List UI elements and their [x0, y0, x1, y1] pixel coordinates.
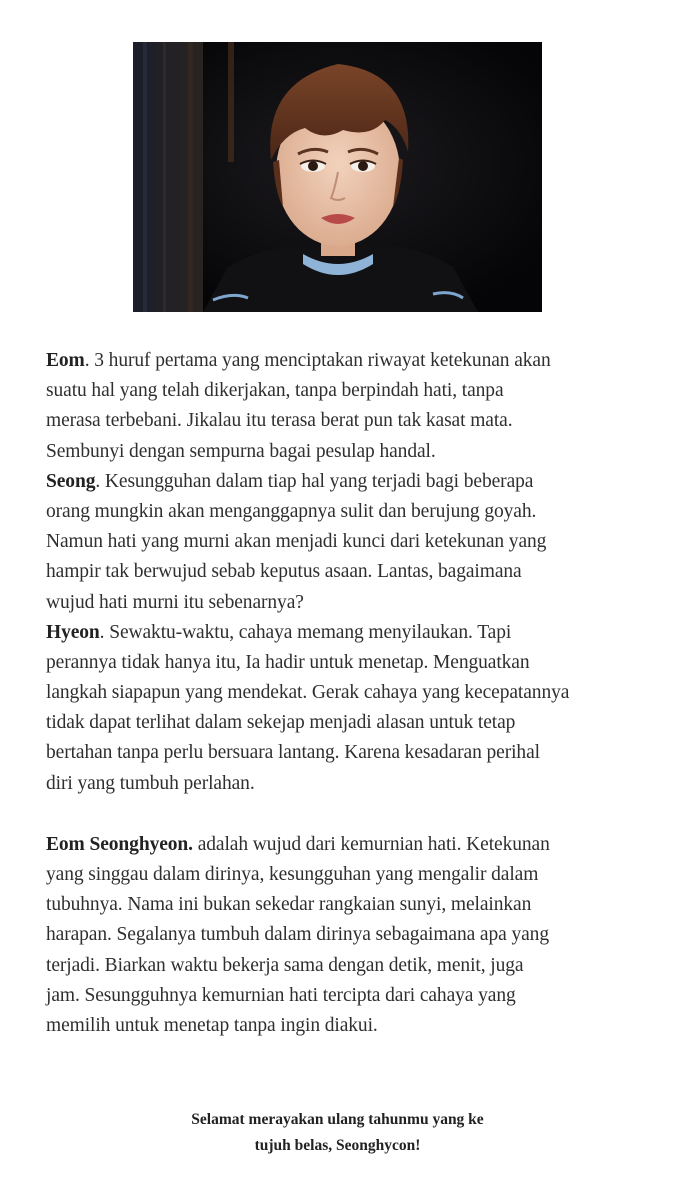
- paragraph-1: [46, 346, 646, 799]
- text-line: Hyeon. Sewaktu-waktu, cahaya memang menyilaukan. Tapi: [46, 621, 512, 643]
- text-line: langkah siapapun yang mendekat. Gerak cahaya yang kecepatannya: [46, 682, 570, 704]
- portrait-photo-icon: [133, 42, 542, 312]
- body-text: [46, 346, 646, 1041]
- birthday-closing: [0, 1107, 675, 1159]
- text-line: hampir tak berwujud sebab keputus asaan. Lantas, bagaimana: [46, 561, 522, 583]
- text-line: terjadi. Biarkan waktu bekerja sama dengan detik, menit, juga: [46, 954, 524, 976]
- text-line: Sembunyi dengan sempurna bagai pesulap handal.: [46, 440, 436, 462]
- text-line: Namun hati yang murni akan menjadi kunci dari ketekunan yang: [46, 531, 547, 553]
- paragraph-2: [46, 830, 646, 1041]
- text-line: suatu hal yang telah dikerjakan, tanpa berpindah hati, tanpa: [46, 380, 504, 402]
- text-line: tidak dapat terlihat dalam sekejap menjadi alasan untuk tetap: [46, 712, 516, 734]
- text-line: diri yang tumbuh perlahan.: [46, 772, 255, 794]
- paragraph-gap: [46, 799, 646, 830]
- term-hyeon: Hyeon: [46, 621, 100, 643]
- text-line: harapan. Segalanya tumbuh dalam dirinya sebagaimana apa yang: [46, 924, 549, 946]
- closing-line-2: tujuh belas, Seonghycon!: [254, 1137, 421, 1154]
- text-line: Eom. 3 huruf pertama yang menciptakan riwayat ketekunan akan: [46, 350, 551, 371]
- text-line: tubuhnya. Nama ini bukan sekedar rangkaian sunyi, melainkan: [46, 894, 532, 916]
- text-line: bertahan tanpa perlu bersuara lantang. Karena kesadaran perihal: [46, 742, 540, 764]
- text-line: orang mungkin akan menganggapnya sulit dan berujung goyah.: [46, 500, 537, 522]
- text-line: jam. Sesungguhnya kemurnian hati tercipta dari cahaya yang: [46, 984, 516, 1006]
- text-line: Eom Seonghyeon. adalah wujud dari kemurnian hati. Ketekunan: [46, 833, 550, 855]
- text-line: memilih untuk menetap tanpa ingin diakui.: [46, 1014, 378, 1036]
- text-line: wujud hati murni itu sebenarnya?: [46, 591, 304, 613]
- closing-line-1: Selamat merayakan ulang tahunmu yang ke: [191, 1111, 484, 1128]
- term-seong: Seong: [46, 470, 96, 492]
- text-line: merasa terbebani. Jikalau itu terasa berat pun tak kasat mata.: [46, 410, 513, 432]
- text-line: perannya tidak hanya itu, Ia hadir untuk menetap. Menguatkan: [46, 651, 530, 673]
- text-line: Seong. Kesungguhan dalam tiap hal yang terjadi bagi beberapa: [46, 470, 534, 492]
- portrait-photo: [133, 42, 542, 312]
- term-eom-seonghyeon: Eom Seonghyeon.: [46, 833, 193, 855]
- term-eom: Eom: [46, 350, 85, 371]
- text-line: yang singgau dalam dirinya, kesungguhan yang mengalir dalam: [46, 864, 539, 885]
